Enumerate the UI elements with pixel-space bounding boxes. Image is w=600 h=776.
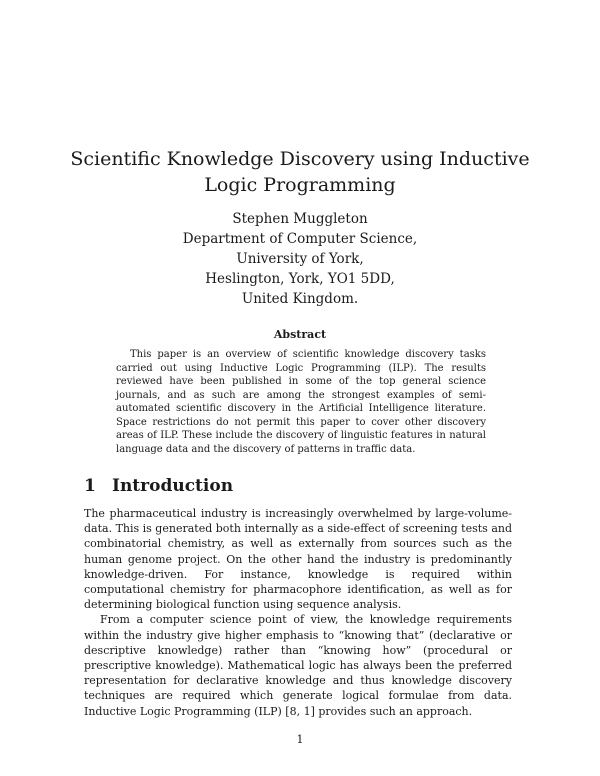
affiliation-university: University of York, — [236, 251, 364, 267]
paragraph-1: The pharmaceutical industry is increasingly overwhelmed by large-volume-data. This is generated both internally as a side-effect of screening tests and combinatorial chemistry, as well as externally from sources such as the human genome project. On the other hand the industry is predominantly knowledge-driven. For instance, knowledge is required within computational chemistry for pharmacophore identification, as well as for determining biological function using sequence analysis. — [84, 507, 513, 612]
author-name: Stephen Muggleton — [232, 211, 368, 227]
paragraph-2: From a computer science point of view, the knowledge requirements within the industry give higher emphasis to “knowing that” (declarative or descriptive knowledge) rather than “knowing how” (procedural or prescriptive knowledge). Mathematical logic has always been the preferred representation for declarative knowledge and thus knowledge discovery techniques are required which generate logical formulae from data. Inductive Logic Programming (ILP) [8, 1] provides such an approach. — [84, 613, 512, 718]
title-line-1: Scientific Knowledge Discovery using Inductive — [70, 148, 530, 170]
introduction-body — [84, 506, 512, 719]
section-number: 1 — [84, 476, 96, 496]
abstract-heading: Abstract — [273, 328, 327, 341]
paper-title — [60, 146, 540, 198]
affiliation-department: Department of Computer Science, — [182, 231, 418, 247]
title-line-2: Logic Programming — [204, 174, 396, 196]
page-number: 1 — [296, 733, 304, 746]
section-heading-introduction — [84, 475, 233, 497]
affiliation-country: United Kingdom. — [241, 291, 359, 307]
abstract-text: This paper is an overview of scientific knowledge discovery tasks carried out using Inductive Logic Programming (ILP). The results reviewed have been published in some of the top general science journals, and as such are among the strongest examples of semi-automated scientific discovery in the Artificial Intelligence literature. Space restrictions do not permit this paper to cover other discovery areas of ILP. These include the discovery of linguistic features in natural language data and the discovery of patterns in traffic data. — [116, 349, 486, 455]
author-block — [100, 209, 500, 309]
section-title: Introduction — [112, 476, 234, 496]
affiliation-address: Heslington, York, YO1 5DD, — [205, 271, 395, 287]
